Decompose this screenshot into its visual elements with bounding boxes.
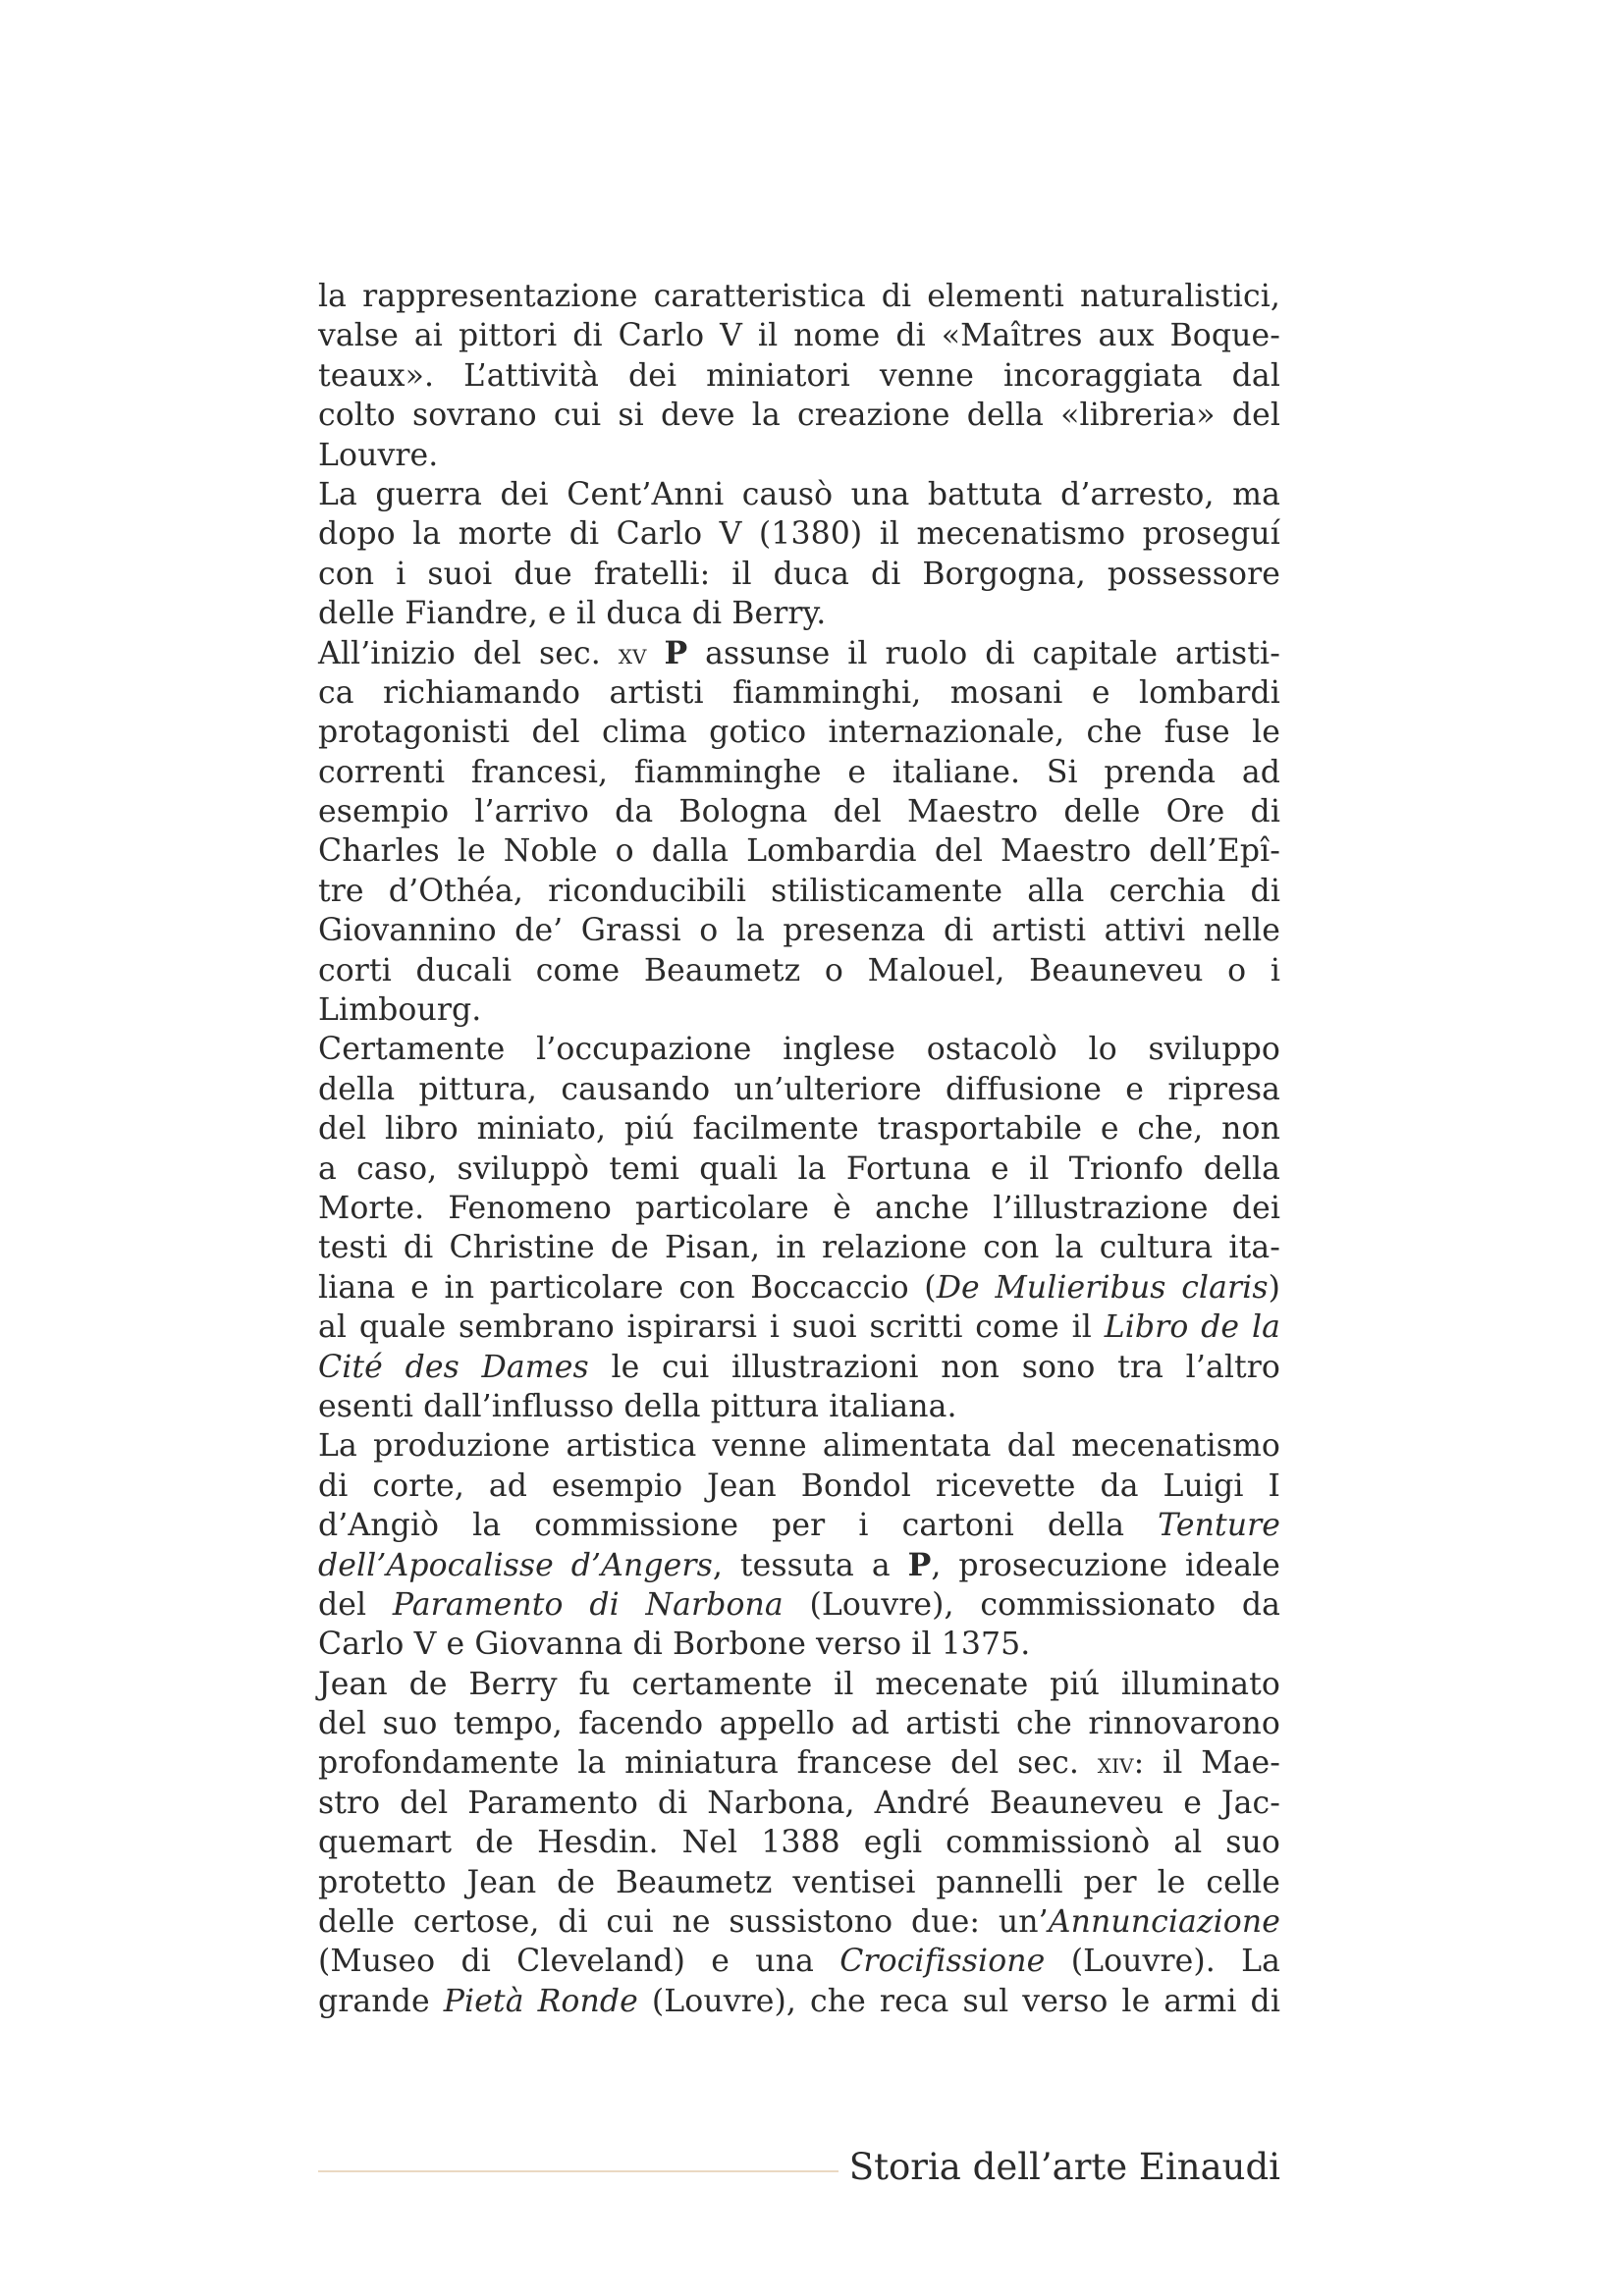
text-run: corti ducali come Beaumetz o Malouel, Beauneveu o i bbox=[318, 952, 1280, 988]
text-run: esenti dall’influsso della pittura italiana. bbox=[318, 1388, 957, 1424]
text-run: del bbox=[318, 1586, 393, 1623]
text-run bbox=[647, 636, 665, 671]
italic-title: De Mulieribus claris bbox=[936, 1269, 1269, 1306]
text-run: Jean de Berry fu certamente il mecenate piú illuminato bbox=[318, 1666, 1280, 1702]
text-run: (Louvre). La bbox=[1045, 1944, 1281, 1980]
text-run: Carlo V e Giovanna di Borbone verso il 1375. bbox=[318, 1627, 1031, 1663]
text-line bbox=[318, 1863, 1280, 1902]
text-run: (Louvre), che reca sul verso le armi di bbox=[637, 1983, 1280, 2019]
text-line bbox=[318, 1387, 1280, 1426]
text-run: della pittura, causando un’ulteriore diffusione e ripresa bbox=[318, 1071, 1280, 1107]
italic-title: dell’Apocalisse d’Angers bbox=[318, 1547, 713, 1583]
text-run: La guerra dei Cent’Anni causò una battuta d’arresto, ma bbox=[318, 476, 1280, 512]
text-run: colto sovrano cui si deve la creazione della «libreria» del bbox=[318, 398, 1280, 434]
text-line bbox=[318, 1308, 1280, 1347]
text-line bbox=[318, 1823, 1280, 1862]
text-run: : il Mae- bbox=[1133, 1745, 1280, 1782]
text-run: , tessuta a bbox=[712, 1547, 908, 1583]
text-line bbox=[318, 475, 1280, 514]
bold-abbreviation: P bbox=[664, 634, 688, 671]
text-run: le cui illustrazioni non sono tra l’altro bbox=[588, 1349, 1280, 1385]
text-line bbox=[318, 514, 1280, 554]
text-run: Charles le Noble o dalla Lombardia del Maestro dell’Epî- bbox=[318, 833, 1280, 870]
text-line bbox=[318, 831, 1280, 871]
italic-title: Cité des Dames bbox=[318, 1349, 589, 1385]
text-line bbox=[318, 713, 1280, 752]
italic-title: Libro de la bbox=[1104, 1309, 1280, 1346]
text-run: All’inizio del sec. bbox=[318, 635, 619, 671]
italic-title: Pietà Ronde bbox=[443, 1983, 638, 2019]
text-run: d’Angiò la commissione per i cartoni della bbox=[318, 1508, 1159, 1544]
body-text bbox=[318, 277, 1280, 2021]
page-footer bbox=[318, 2143, 1280, 2192]
text-line bbox=[318, 316, 1280, 355]
text-run: Limbourg. bbox=[318, 992, 482, 1029]
text-line bbox=[318, 1228, 1280, 1267]
text-line bbox=[318, 1149, 1280, 1189]
text-line bbox=[318, 792, 1280, 831]
text-line bbox=[318, 1982, 1280, 2021]
text-run: la rappresentazione caratteristica di elementi naturalistici, bbox=[318, 279, 1280, 314]
text-run: correnti francesi, fiamminghe e italiane. Si prenda ad bbox=[318, 754, 1280, 790]
italic-title: Tenture bbox=[1158, 1508, 1280, 1544]
text-run: con i suoi due fratelli: il duca di Borgogna, possessore bbox=[318, 556, 1280, 592]
text-line bbox=[318, 594, 1280, 633]
text-run: esempio l’arrivo da Bologna del Maestro delle Ore di bbox=[318, 794, 1280, 830]
text-run: testi di Christine de Pisan, in relazione con la cultura ita- bbox=[318, 1230, 1280, 1266]
text-line bbox=[318, 911, 1280, 950]
text-run: Morte. Fenomeno particolare è anche l’illustrazione dei bbox=[318, 1190, 1280, 1226]
text-run: (Louvre), commissionato da bbox=[783, 1586, 1281, 1623]
italic-title: Annunciazione bbox=[1048, 1904, 1280, 1941]
text-run: stro del Paramento di Narbona, André Beauneveu e Jac- bbox=[318, 1785, 1280, 1821]
text-run: di corte, ad esempio Jean Bondol ricevette da Luigi I bbox=[318, 1468, 1280, 1504]
small-caps-numeral: xiv bbox=[1097, 1746, 1134, 1781]
text-line bbox=[318, 872, 1280, 911]
text-run: ca richiamando artisti fiamminghi, mosani e lombardi bbox=[318, 674, 1280, 711]
text-run: La produzione artistica venne alimentata dal mecenatismo bbox=[318, 1428, 1280, 1465]
text-line bbox=[318, 277, 1280, 316]
text-line bbox=[318, 1704, 1280, 1743]
text-line bbox=[318, 1902, 1280, 1942]
text-run: grande bbox=[318, 1983, 444, 2019]
text-run: Louvre. bbox=[318, 437, 439, 473]
text-run: del suo tempo, facendo appello ad artisti che rinnovarono bbox=[318, 1706, 1280, 1742]
small-caps-numeral: xv bbox=[618, 636, 647, 670]
text-line bbox=[318, 1467, 1280, 1506]
text-run: profondamente la miniatura francese del sec. bbox=[318, 1745, 1098, 1782]
text-line bbox=[318, 1585, 1280, 1625]
text-line bbox=[318, 356, 1280, 396]
text-run: del libro miniato, piú facilmente trasportabile e che, non bbox=[318, 1111, 1280, 1148]
text-line bbox=[318, 990, 1280, 1030]
text-line bbox=[318, 1743, 1280, 1783]
text-line bbox=[318, 396, 1280, 435]
text-line bbox=[318, 1070, 1280, 1109]
italic-title: Paramento di Narbona bbox=[392, 1586, 784, 1623]
text-run: dopo la morte di Carlo V (1380) il mecenatismo proseguí bbox=[318, 516, 1280, 553]
text-line bbox=[318, 1665, 1280, 1704]
text-line bbox=[318, 634, 1280, 673]
text-run: protetto Jean de Beaumetz ventisei pannelli per le celle bbox=[318, 1864, 1280, 1900]
text-line bbox=[318, 1030, 1280, 1069]
text-run: valse ai pittori di Carlo V il nome di «Maîtres aux Boque- bbox=[318, 318, 1280, 354]
text-line bbox=[318, 1348, 1280, 1387]
text-run: Certamente l’occupazione inglese ostacolò lo sviluppo bbox=[318, 1032, 1280, 1068]
text-run: liana e in particolare con Boccaccio ( bbox=[318, 1269, 937, 1306]
text-run: (Museo di Cleveland) e una bbox=[318, 1944, 840, 1980]
text-run: delle Fiandre, e il duca di Berry. bbox=[318, 596, 827, 632]
text-run: al quale sembrano ispirarsi i suoi scritti come il bbox=[318, 1309, 1105, 1346]
text-line bbox=[318, 1784, 1280, 1823]
text-line bbox=[318, 1506, 1280, 1545]
text-line bbox=[318, 1109, 1280, 1148]
text-line bbox=[318, 1426, 1280, 1466]
text-run: Giovannino de’ Grassi o la presenza di artisti attivi nelle bbox=[318, 913, 1280, 949]
text-line bbox=[318, 436, 1280, 475]
text-run: quemart de Hesdin. Nel 1388 egli commissionò al suo bbox=[318, 1825, 1280, 1861]
footer-rule bbox=[318, 2170, 839, 2172]
text-line bbox=[318, 753, 1280, 792]
text-run: delle certose, di cui ne sussistono due: un’ bbox=[318, 1904, 1049, 1941]
text-line bbox=[318, 951, 1280, 990]
text-line bbox=[318, 1189, 1280, 1228]
text-run: tre d’Othéa, riconducibili stilisticamente alla cerchia di bbox=[318, 873, 1280, 909]
text-run: assunse il ruolo di capitale artisti- bbox=[687, 635, 1280, 671]
text-line bbox=[318, 1942, 1280, 1981]
bold-abbreviation: P bbox=[907, 1546, 932, 1583]
italic-title: Crocifissione bbox=[839, 1944, 1046, 1980]
text-run: protagonisti del clima gotico internazionale, che fuse le bbox=[318, 715, 1280, 751]
footer-title: Storia dell’arte Einaudi bbox=[848, 2146, 1280, 2188]
text-line bbox=[318, 673, 1280, 713]
text-run: teaux». L’attività dei miniatori venne incoraggiata dal bbox=[318, 357, 1280, 394]
text-run: ) bbox=[1268, 1269, 1280, 1306]
text-line bbox=[318, 1546, 1280, 1585]
text-line bbox=[318, 1268, 1280, 1308]
text-run: a caso, sviluppò temi quali la Fortuna e il Trionfo della bbox=[318, 1150, 1280, 1187]
text-run: , prosecuzione ideale bbox=[931, 1547, 1280, 1583]
text-line bbox=[318, 555, 1280, 594]
text-line bbox=[318, 1625, 1280, 1664]
